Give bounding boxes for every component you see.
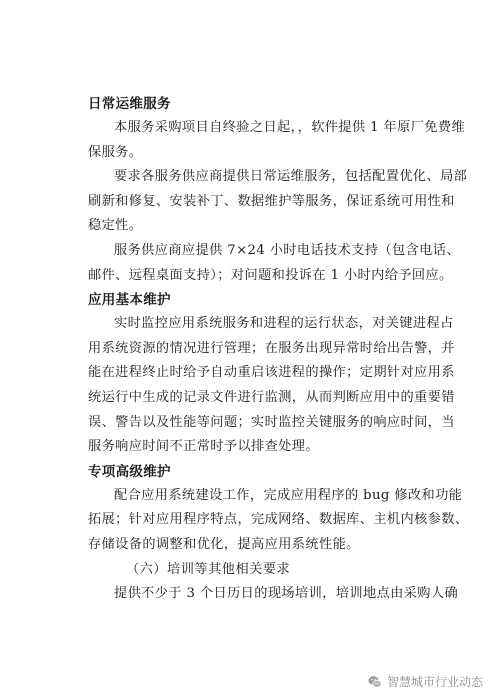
text-line: 配合应用系统建设工作，完成应用程序的 bug 修改和功能 bbox=[114, 487, 463, 503]
text-line: 存储设备的调整和优化，提高应用系统性能。 bbox=[88, 536, 360, 552]
text-line: 拓展；针对应用程序特点，完成网络、数据库、主机内核参数、 bbox=[88, 512, 469, 528]
text-line: 邮件、远程桌面支持）；对问题和投诉在 1 小时内给予回应。 bbox=[88, 267, 453, 283]
paragraph-warranty bbox=[88, 116, 466, 165]
text-line: 服务响应时间不正常时予以排查处理。 bbox=[88, 439, 319, 455]
paragraph-phone-support bbox=[88, 239, 460, 288]
text-line: 稳定性。 bbox=[88, 218, 143, 234]
text-line: 提供不少于 3 个日历日的现场培训，培训地点由采购人确 bbox=[114, 585, 459, 601]
text-line: 刷新和修复、安装补丁、数据维护等服务，保证系统可用性和 bbox=[88, 193, 455, 209]
text-line: 统运行中生成的记录文件进行监测，从而判断应用中的重要错 bbox=[88, 389, 455, 405]
text-line: 服务供应商应提供 7×24 小时电话技术支持（包含电话、 bbox=[114, 242, 460, 258]
section-heading-daily-maintenance: 日常运维服务 bbox=[88, 96, 171, 112]
document-body bbox=[88, 92, 469, 606]
text-line: 本服务采购项目自终验之日起，，软件提供 1 年原厂免费维 bbox=[114, 120, 466, 135]
paragraph-advanced bbox=[88, 484, 469, 558]
watermark-label: 智慧城市行业动态 bbox=[386, 675, 483, 689]
section-heading-training: （六）培训等其他相关要求 bbox=[126, 561, 291, 577]
section-heading-advanced-maintenance: 专项高级维护 bbox=[88, 463, 171, 480]
text-line: 用系统资源的情况进行管理；在服务出现异常时给出告警，并 bbox=[88, 340, 455, 356]
paragraph-monitoring bbox=[88, 312, 455, 460]
wechat-icon bbox=[368, 675, 382, 689]
text-line: 要求各服务供应商提供日常运维服务，包括配置优化、局部 bbox=[114, 169, 468, 185]
watermark bbox=[368, 673, 483, 690]
section-heading-basic-maintenance: 应用基本维护 bbox=[88, 292, 171, 309]
text-line: 误、警告以及性能等问题；实时监控关键服务的响应时间，当 bbox=[88, 414, 455, 430]
paragraph-training bbox=[88, 582, 459, 607]
text-line: 保服务。 bbox=[88, 144, 143, 160]
text-line: 能在进程终止时给予自动重启该进程的操作；定期针对应用系 bbox=[88, 365, 455, 381]
paragraph-daily-services bbox=[88, 165, 468, 239]
text-line: 实时监控应用系统服务和进程的运行状态，对关键进程占 bbox=[114, 316, 454, 332]
